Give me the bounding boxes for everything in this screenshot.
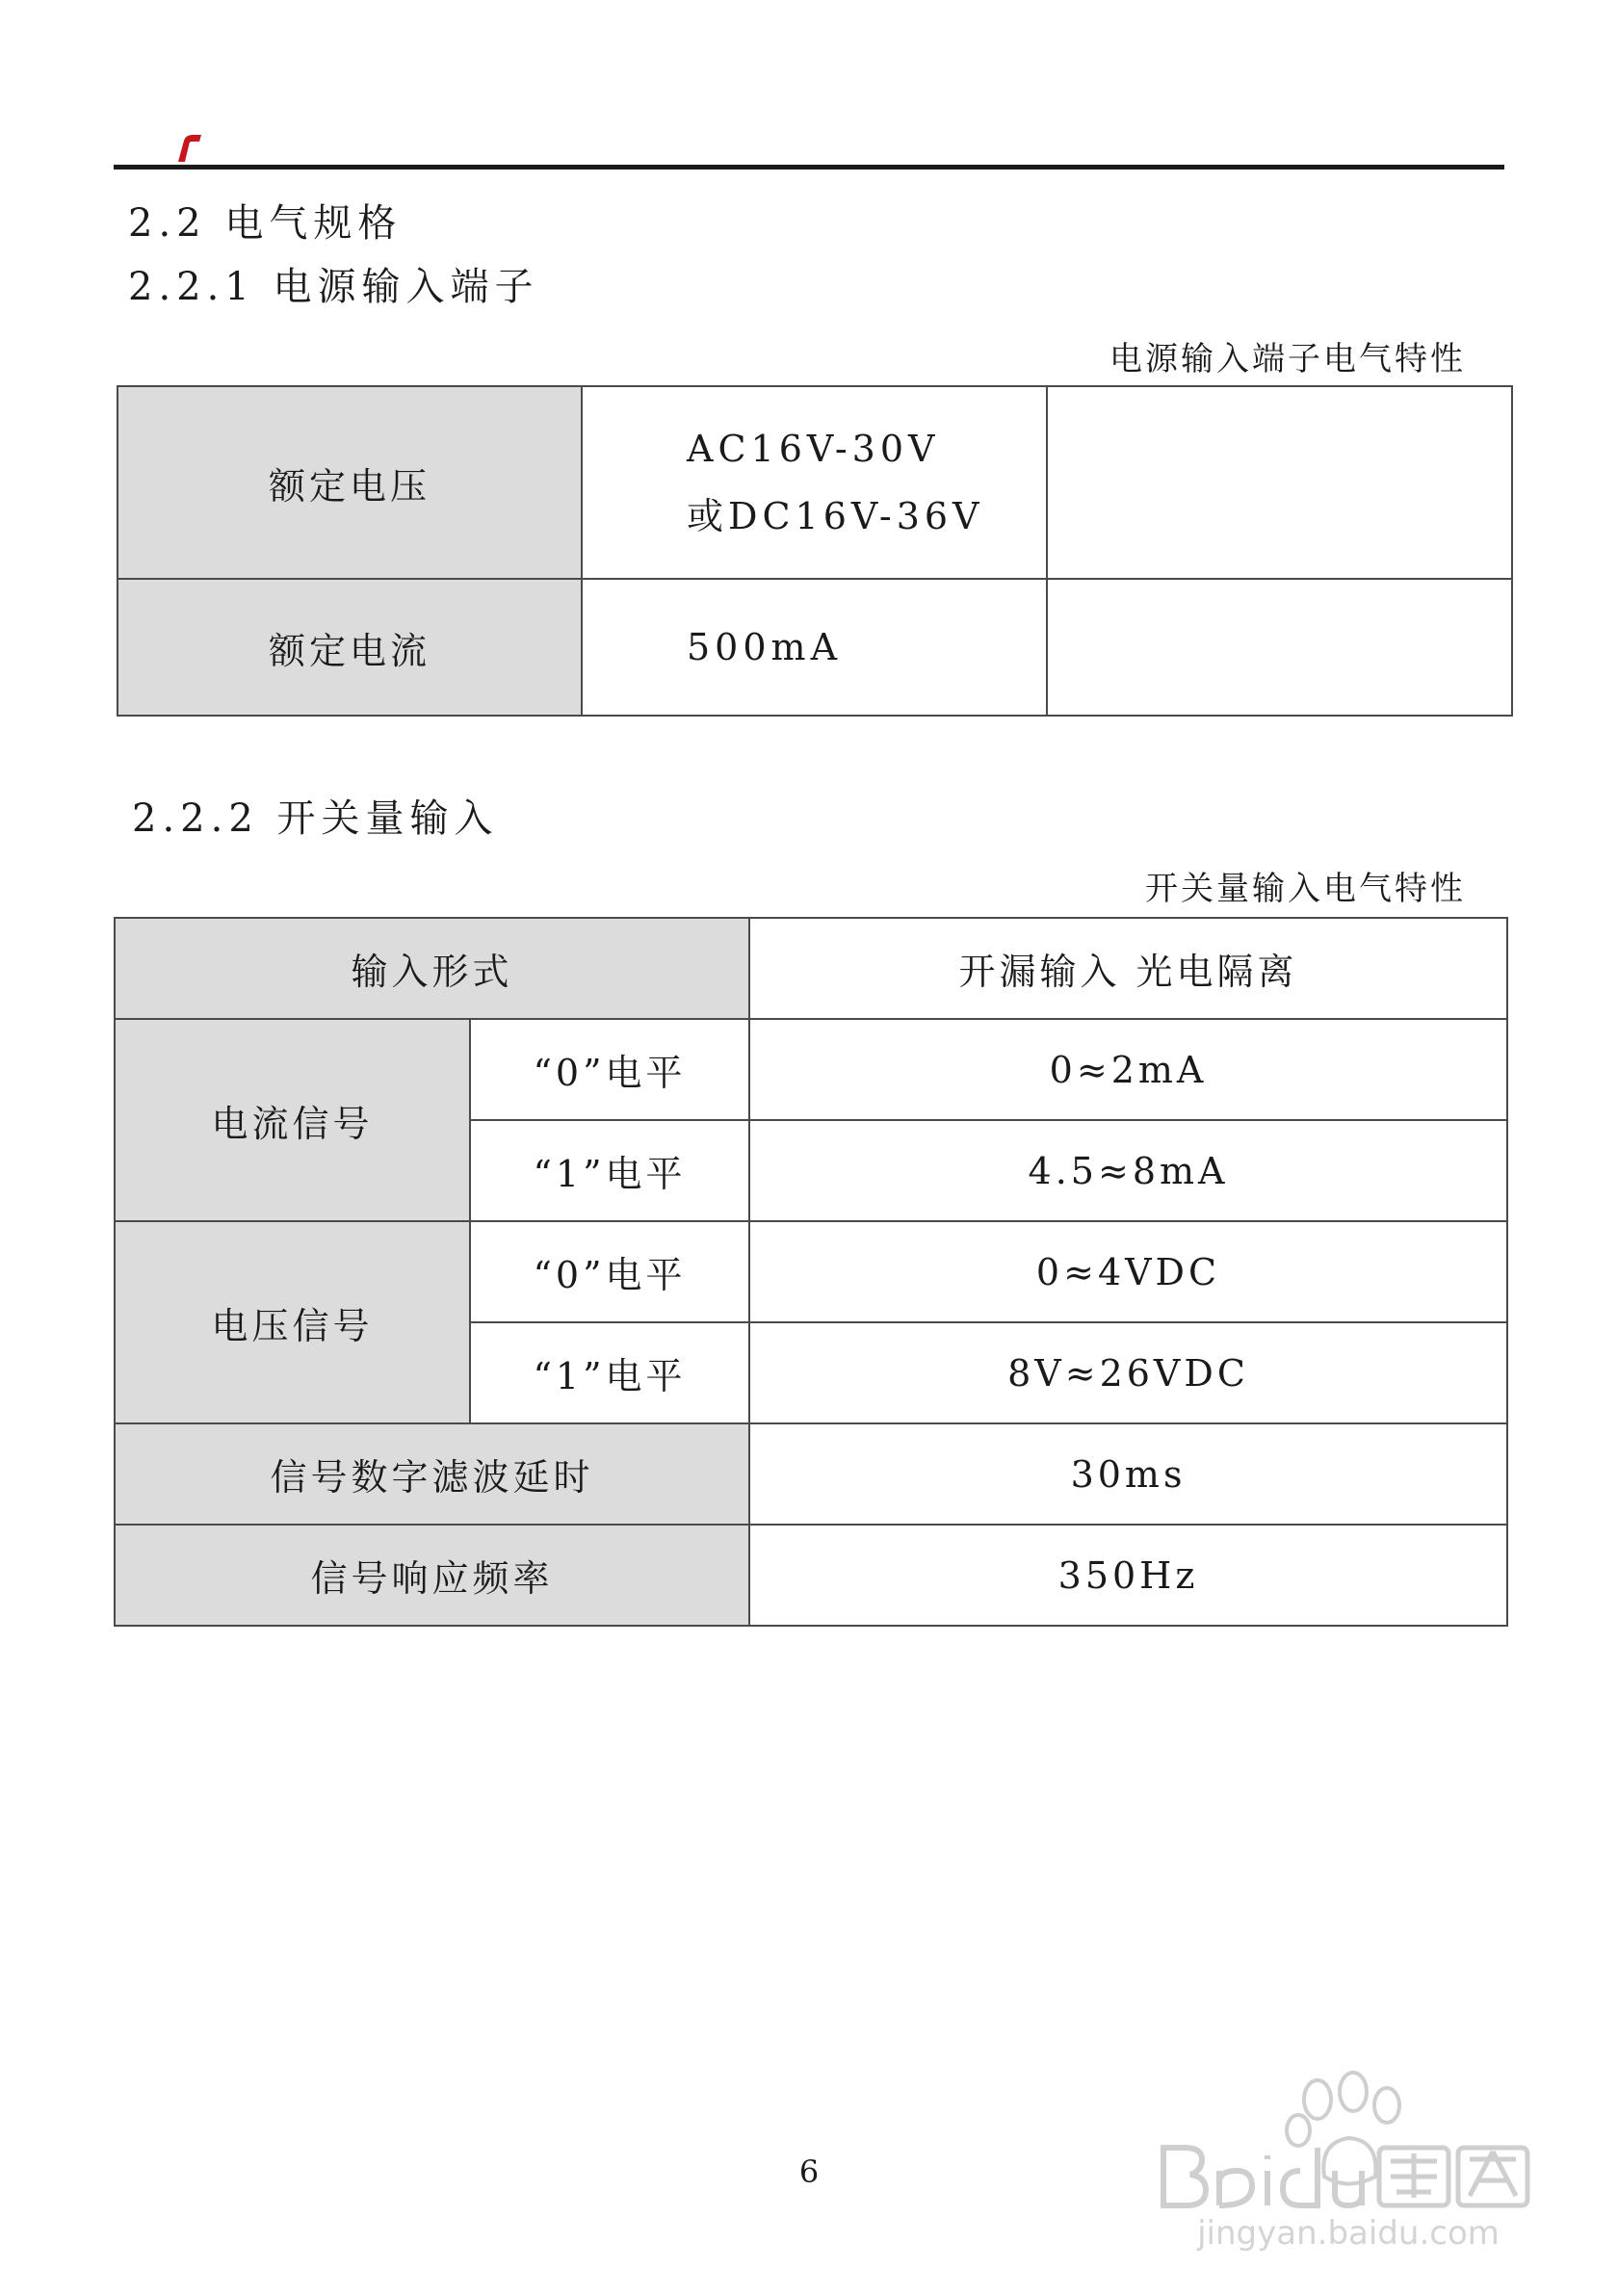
page-number: 6 xyxy=(798,2153,820,2190)
table-row xyxy=(117,386,1512,579)
voltage-level1-value: 8V≈26VDC xyxy=(749,1322,1507,1423)
rated-voltage-note xyxy=(1047,386,1512,579)
rated-current-note xyxy=(1047,579,1512,716)
switch-input-table xyxy=(114,917,1508,1627)
table-row xyxy=(115,1019,1507,1120)
rated-voltage-value xyxy=(582,386,1047,579)
voltage-level0-label: “0”电平 xyxy=(470,1221,749,1322)
input-form-value: 开漏输入 光电隔离 xyxy=(749,918,1507,1019)
section-heading-2-2: 2.2 电气规格 xyxy=(128,201,403,246)
rated-voltage-ac: AC16V-30V xyxy=(687,428,940,470)
rated-current-value: 500mA xyxy=(582,579,1047,716)
rated-current-label: 额定电流 xyxy=(117,579,582,716)
input-form-label: 输入形式 xyxy=(115,918,749,1019)
power-input-table xyxy=(117,385,1513,717)
current-level1-value: 4.5≈8mA xyxy=(749,1120,1507,1221)
response-frequency-label: 信号响应频率 xyxy=(115,1525,749,1626)
rated-voltage-dc: 或DC16V-36V xyxy=(687,495,984,537)
response-frequency-value: 350Hz xyxy=(749,1525,1507,1626)
header-rule xyxy=(114,165,1504,170)
table-row xyxy=(115,918,1507,1019)
current-signal-label: 电流信号 xyxy=(115,1019,470,1221)
table-row xyxy=(117,579,1512,716)
section-heading-2-2-2: 2.2.2 开关量输入 xyxy=(132,796,499,841)
voltage-level1-label: “1”电平 xyxy=(470,1322,749,1423)
table2-caption: 开关量输入电气特性 xyxy=(1145,870,1466,908)
current-level1-label: “1”电平 xyxy=(470,1120,749,1221)
table1-caption: 电源输入端子电气特性 xyxy=(1109,340,1466,378)
table-row xyxy=(115,1423,1507,1525)
voltage-level0-value: 0≈4VDC xyxy=(749,1221,1507,1322)
current-level0-value: 0≈2mA xyxy=(749,1019,1507,1120)
filter-delay-label: 信号数字滤波延时 xyxy=(115,1423,749,1525)
baidu-jingyan-watermark-icon xyxy=(1156,2051,1541,2254)
table-row xyxy=(115,1525,1507,1626)
table-row xyxy=(115,1221,1507,1322)
voltage-signal-label: 电压信号 xyxy=(115,1221,470,1423)
rated-voltage-label: 额定电压 xyxy=(117,386,582,579)
current-level0-label: “0”电平 xyxy=(470,1019,749,1120)
svg-text:jingyan.baidu.com: jingyan.baidu.com xyxy=(1197,2214,1500,2253)
filter-delay-value: 30ms xyxy=(749,1423,1507,1525)
logo-mark-icon xyxy=(176,133,201,162)
section-heading-2-2-1: 2.2.1 电源输入端子 xyxy=(128,265,539,309)
